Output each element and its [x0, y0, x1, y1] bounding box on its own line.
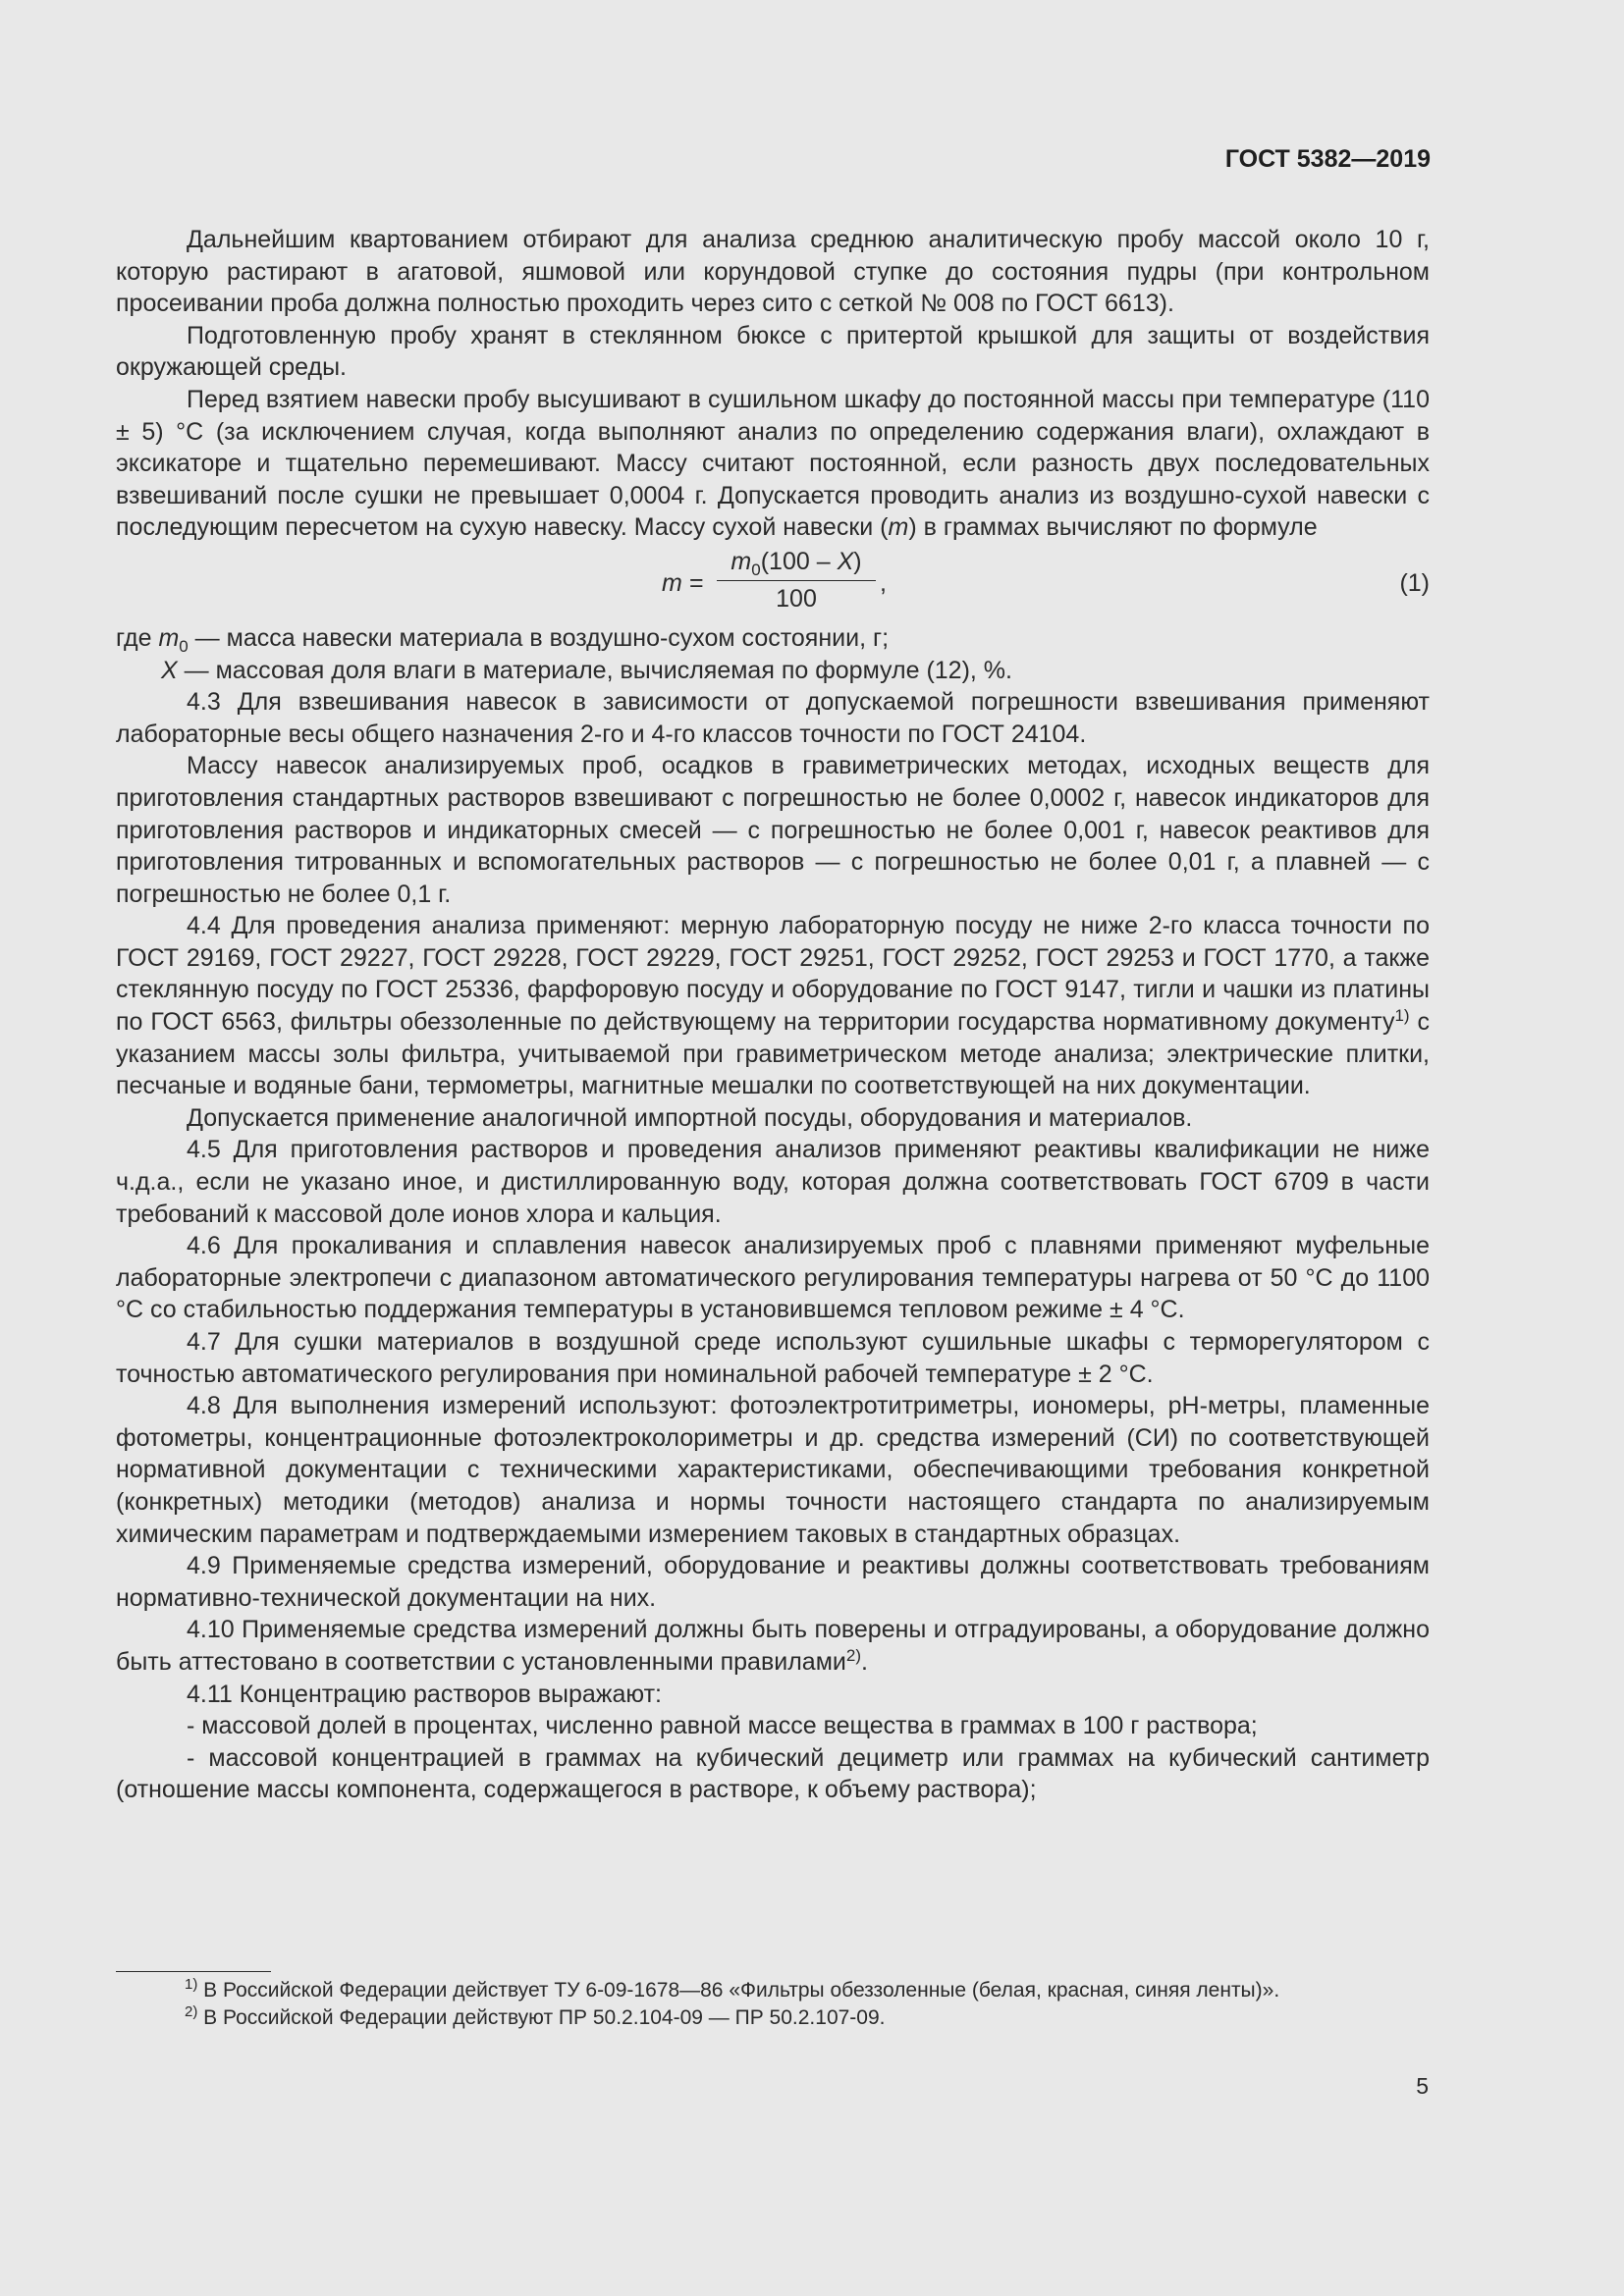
p4-10-period: .	[860, 1647, 868, 1676]
paragraph-4-6: 4.6 Для прокаливания и сплавления навесок анализируемых проб с плавнями применяют муфельные лабораторные электропечи с диапазоном автоматического регулирования температуры нагрева от 50 °С до 1100 °С со стабильностью поддержания температуры в установившемся тепловом режиме ± 4 °С.	[116, 1232, 1430, 1324]
formula-1	[116, 546, 1430, 622]
page-number: 5	[1416, 2073, 1429, 2099]
p4-10-text: 4.10 Применяемые средства измерений должны быть поверены и отградуированы, а оборудование должно быть аттестовано в соответствии с установленными правилами	[116, 1616, 1430, 1676]
footnote-ref-1: 1)	[1394, 1006, 1410, 1026]
paragraph-4-10	[116, 1614, 1430, 1678]
footnote-1-text: В Российской Федерации действует ТУ 6-09-1678—86 «Фильтры обеззоленные (белая, красная, синяя ленты)».	[197, 1979, 1280, 2002]
paragraph-quartering: Дальнейшим квартованием отбирают для анализа среднюю аналитическую пробу массой около 10 г, которую растирают в агатовой, яшмовой или корундовой ступке до состояния пудры (при контрольном просеивании проба должна полностью проходить через сито с сеткой № 008 по ГОСТ 6613).	[116, 226, 1430, 318]
footnote-1	[116, 1977, 1430, 2004]
where-x-line	[116, 655, 1430, 687]
drying-text-end: ) в граммах вычисляют по формуле	[908, 513, 1318, 542]
footnotes	[116, 1977, 1430, 2032]
where-x-text: — массовая доля влаги в материале, вычисляемая по формуле (12), %.	[177, 656, 1012, 684]
formula-numerator	[717, 546, 876, 578]
list-item-mass-fraction: - массовой долей в процентах, численно равной массе вещества в граммах в 100 г раствора;	[187, 1712, 1258, 1740]
formula-comma: ,	[880, 568, 887, 597]
where-m0-var: m	[158, 623, 180, 652]
where-m0-sub: 0	[179, 636, 189, 656]
footnote-2-mark: 2)	[185, 2003, 198, 2020]
formula-fraction	[717, 546, 876, 614]
paragraph-drying	[116, 384, 1430, 544]
paragraph-4-5: 4.5 Для приготовления растворов и проведения анализов применяют реактивы квалификации не ниже ч.д.а., если не указано иное, и дистиллированную воду, которая должна соответствовать ГОСТ 6709 в части требований к массовой доле ионов хлора и кальция.	[116, 1136, 1430, 1228]
formula-lhs: m	[662, 568, 682, 597]
where-prefix: где	[116, 623, 159, 652]
document-body	[116, 224, 1430, 1806]
paragraph-4-11: 4.11 Концентрацию растворов выражают:	[187, 1680, 662, 1708]
paragraph-4-4-imports: Допускается применение аналогичной импортной посуды, оборудования и материалов.	[187, 1103, 1193, 1132]
paragraph-storage: Подготовленную пробу хранят в стеклянном бюксе с притертой крышкой для защиты от воздействия окружающей среды.	[116, 321, 1430, 382]
where-x-var: X	[161, 656, 178, 684]
paragraph-4-8: 4.8 Для выполнения измерений используют: фотоэлектротитриметры, иономеры, рН-метры, пламенные фотометры, концентрационные фотоэлектроколориметры и др. средства измерений (СИ) по соответствующей нормативной документации с техническими характеристиками, обеспечивающими требования конкретной (конкретных) методики (методов) анализа и нормы точности настоящего стандарта по анализируемым химическим параметрам и подтверждаемыми измерением таковых в стандартных образцах.	[116, 1392, 1430, 1548]
numerator-close: )	[853, 547, 862, 575]
formula-number: (1)	[1399, 568, 1430, 597]
where-m0-text: — масса навески материала в воздушно-сухом состоянии, г;	[188, 623, 890, 652]
numerator-x: X	[837, 547, 854, 575]
footnote-2-text: В Российской Федерации действуют ПР 50.2.104-09 — ПР 50.2.107-09.	[197, 2006, 886, 2029]
paragraph-4-4	[116, 910, 1430, 1102]
document-code-header: ГОСТ 5382—2019	[1224, 145, 1431, 173]
paragraph-4-3: 4.3 Для взвешивания навесок в зависимости от допускаемой погрешности взвешивания применяют лабораторные весы общего назначения 2-го и 4-го классов точности по ГОСТ 24104.	[116, 688, 1430, 748]
footnote-separator	[116, 1971, 271, 1972]
footnote-1-mark: 1)	[185, 1976, 198, 1993]
paragraph-4-9: 4.9 Применяемые средства измерений, оборудование и реактивы должны соответствовать требованиям нормативно-технической документации на них.	[116, 1552, 1430, 1612]
list-item-mass-concentration: - массовой концентрацией в граммах на кубический дециметр или граммах на кубический сантиметр (отношение массы компонента, содержащегося в растворе, к объему раствора);	[116, 1743, 1430, 1804]
drying-mass-variable: m	[888, 513, 909, 542]
paragraph-4-3-mass: Массу навесок анализируемых проб, осадков в гравиметрических методах, исходных веществ для приготовления стандартных растворов взвешивают с погрешностью не более 0,0002 г, навесок индикаторов для приготовления растворов и индикаторных смесей — с погрешностью не более 0,001 г, навесок реактивов для приготовления титрованных и вспомогательных растворов — с погрешностью не более 0,01 г, а плавней — с погрешностью не более 0,1 г.	[116, 752, 1430, 908]
numerator-var: m	[731, 547, 752, 575]
formula-equals: =	[689, 568, 704, 597]
formula-denominator: 100	[776, 584, 817, 613]
numerator-sub: 0	[751, 560, 761, 579]
drying-text-start: Перед взятием навески пробу высушивают в сушильном шкафу до постоянной массы при температуре (110 ± 5) °С (за исключением случая, когда выполняют анализ по определению содержания влаги), охлаждают в эксикаторе и тщательно перемешивают. Массу считают постоянной, если разность двух последовательных взвешиваний после сушки не превышает 0,0004 г. Допускается проводить анализ из воздушно-сухой навески с последующим пересчетом на сухую навеску. Массу сухой навески (	[116, 385, 1430, 542]
footnote-ref-2: 2)	[845, 1645, 861, 1665]
numerator-open: (100 –	[760, 547, 838, 575]
fraction-bar	[717, 580, 876, 581]
p4-4-text-start: 4.4 Для проведения анализа применяют: мерную лабораторную посуду не ниже 2-го класса точности по ГОСТ 29169, ГОСТ 29227, ГОСТ 29228, ГОСТ 29229, ГОСТ 29251, ГОСТ 29252, ГОСТ 29253 и ГОСТ 1770, а также стеклянную посуду по ГОСТ 25336, фарфоровую посуду и оборудование по ГОСТ 9147, тигли и чашки из платины по ГОСТ 6563, фильтры обеззоленные по действующему на территории государства нормативному документу	[116, 912, 1430, 1037]
footnote-2	[116, 2004, 1430, 2032]
paragraph-4-7: 4.7 Для сушки материалов в воздушной среде используют сушильные шкафы с терморегулятором с точностью автоматического регулирования при номинальной рабочей температуре ± 2 °С.	[116, 1328, 1430, 1388]
p4-4-text-end: с указанием массы золы фильтра, учитываемой при гравиметрическом методе анализа; электрические плитки, песчаные и водяные бани, термометры, магнитные мешалки по соответствующей на них документации.	[116, 1008, 1430, 1100]
where-m0-line	[116, 622, 1430, 655]
